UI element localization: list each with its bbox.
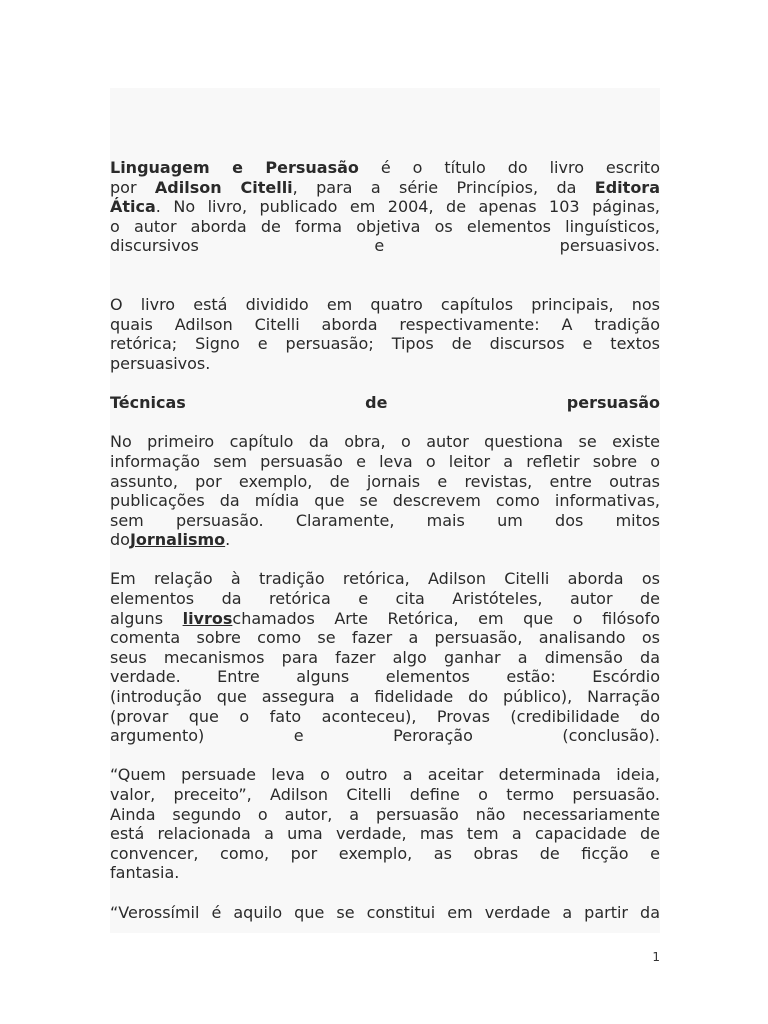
paragraph-1-line-2 [110, 178, 660, 198]
paragraph-3-line-2: informação sem persuasão e leva o leitor a refletir sobre o [110, 451, 660, 471]
paragraph-1-line-5: discursivos e persuasivos. [110, 236, 660, 256]
text: . [225, 530, 231, 550]
paragraph-4-line-1: Em relação à tradição retórica, Adilson Citelli aborda os [110, 569, 660, 589]
jornalismo-link[interactable]: Jornalismo [129, 530, 226, 550]
paragraph-3-line-4: publicações da mídia que se descrevem como informativas, [110, 491, 660, 511]
paragraph-1-line-4: o autor aborda de forma objetiva os elementos linguísticos, [110, 216, 660, 236]
paragraph-3-line-1: No primeiro capítulo da obra, o autor questiona se existe [110, 432, 660, 452]
paragraph-2-line-3: retórica; Signo e persuasão; Tipos de discursos e textos [110, 334, 660, 354]
paragraph-5-line-4: está relacionada a uma verdade, mas tem a capacidade de [110, 824, 660, 844]
text: é o título do livro escrito [358, 158, 660, 177]
paragraph-4-line-7: (introdução que assegura a fidelidade do público), Narração [110, 687, 660, 707]
text: do [110, 530, 130, 550]
paragraph-4-line-2: elementos da retórica e cita Aristóteles, autor de [110, 589, 660, 609]
page-number: 1 [652, 950, 660, 964]
paragraph-5-line-2: valor, preceito”, Adilson Citelli define o termo persuasão. [110, 785, 660, 804]
paragraph-5-line-5: convencer, como, por exemplo, as obras de ficção e [110, 843, 660, 863]
paragraph-4-line-9: argumento) e Peroração (conclusão). [110, 726, 660, 746]
paragraph-3-line-5: sem persuasão. Claramente, mais um dos mitos [110, 510, 660, 530]
paragraph-2-line-4: persuasivos. [110, 353, 211, 373]
paragraph-2-line-1: O livro está dividido em quatro capítulos principais, nos [110, 295, 660, 315]
paragraph-1-line-1 [110, 158, 660, 178]
publisher-name-cont: Ática [110, 197, 156, 217]
text: , para a série Princípios, da [292, 177, 595, 197]
paragraph-2-line-2: quais Adilson Citelli aborda respectivamente: A tradição [110, 314, 660, 334]
paragraph-4-line-4: comenta sobre como se fazer a persuasão, analisando os [110, 628, 660, 648]
author-name: Adilson Citelli [154, 177, 293, 197]
paragraph-4-line-5: seus mecanismos para fazer algo ganhar a dimensão da [110, 647, 660, 667]
text: por [110, 177, 155, 197]
paragraph-5-line-1: “Quem persuade leva o outro a aceitar determinada ideia, [110, 765, 660, 785]
section-heading [110, 393, 660, 413]
book-title: Linguagem e Persuasão [110, 158, 359, 177]
text: alguns [110, 608, 183, 628]
paragraph-5-line-6: fantasia. [110, 863, 180, 883]
paragraph-5-line-3: Ainda segundo o autor, a persuasão não necessariamente [110, 804, 660, 824]
paragraph-4-line-6: verdade. Entre alguns elementos estão: Escórdio [110, 667, 660, 687]
paragraph-3-line-3: assunto, por exemplo, de jornais e revistas, entre outras [110, 471, 660, 491]
livros-link[interactable]: livros [182, 608, 233, 628]
paragraph-4-line-3 [110, 609, 660, 629]
publisher-name: Editora [594, 177, 660, 197]
paragraph-3-line-6 [110, 530, 660, 550]
text: . No livro, publicado em 2004, de apenas 103 páginas, [155, 197, 660, 217]
text: chamados Arte Retórica, em que o filósofo [232, 608, 660, 628]
page-body [110, 88, 660, 933]
heading-text: Técnicas de persuasão [110, 393, 660, 413]
paragraph-4-line-8: (provar que o fato aconteceu), Provas (credibilidade do [110, 706, 660, 726]
paragraph-6-line-1: “Verossímil é aquilo que se constitui em verdade a partir da [110, 902, 660, 922]
paragraph-1-line-3 [110, 197, 660, 217]
